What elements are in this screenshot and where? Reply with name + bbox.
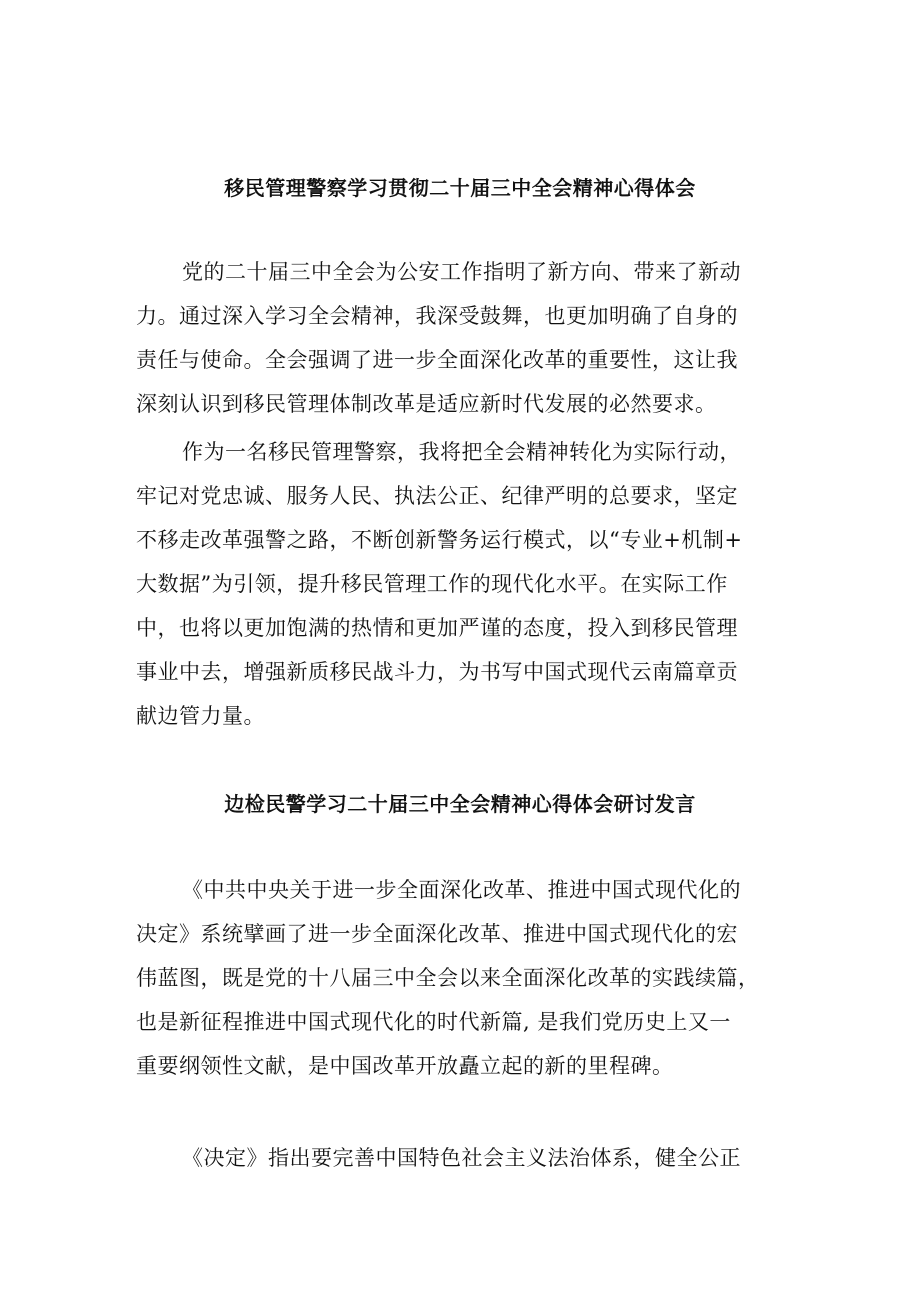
section-2-title: 边检民警学习二十届三中全会精神心得体会研讨发言 — [224, 792, 696, 816]
text-line: 深刻认识到移民管理体制改革是适应新时代发展的必然要求。 — [136, 392, 717, 416]
section-1-paragraph-2 — [136, 430, 796, 738]
text-line: 决定》系统擘画了进一步全面深化改革、推进中国式现代化的宏 — [136, 922, 738, 946]
text-line: 牢记对党忠诚、服务人民、执法公正、纪律严明的总要求，坚定 — [136, 484, 738, 508]
text-line: 不移走改革强警之路，不断创新警务运行模式，以“专业+机制+ — [136, 528, 743, 552]
section-1-paragraph-1 — [136, 250, 796, 426]
section-1-title: 移民管理警察学习贯彻二十届三中全会精神心得体会 — [224, 176, 696, 200]
text-line: 力。通过深入学习全会精神，我深受鼓舞，也更加明确了自身的 — [136, 304, 738, 328]
text-line: 作为一名移民管理警察，我将把全会精神转化为实际行动， — [182, 440, 741, 464]
text-line: 伟蓝图，既是党的十八届三中全会以来全面深化改革的实践续篇， — [136, 966, 760, 990]
text-line: 大数据”为引领，提升移民管理工作的现代化水平。在实际工作 — [136, 572, 728, 596]
text-line: 重要纲领性文献，是中国改革开放矗立起的新的里程碑。 — [136, 1054, 674, 1078]
text-line: 《决定》指出要完善中国特色社会主义法治体系，健全公正 — [182, 1146, 741, 1170]
text-line: 《中共中央关于进一步全面深化改革、推进中国式现代化的 — [182, 878, 741, 902]
text-line: 献边管力量。 — [136, 704, 265, 728]
text-line: 也是新征程推进中国式现代化的时代新篇, 是我们党历史上又一 — [136, 1010, 731, 1034]
section-2-paragraph-2 — [136, 1136, 796, 1180]
text-line: 责任与使命。全会强调了进一步全面深化改革的重要性，这让我 — [136, 348, 738, 372]
section-2-paragraph-1 — [136, 868, 796, 1088]
text-line: 中，也将以更加饱满的热情和更加严谨的态度，投入到移民管理 — [136, 616, 738, 640]
text-line: 党的二十届三中全会为公安工作指明了新方向、带来了新动 — [182, 260, 741, 284]
text-line: 事业中去，增强新质移民战斗力，为书写中国式现代云南篇章贡 — [136, 660, 738, 684]
